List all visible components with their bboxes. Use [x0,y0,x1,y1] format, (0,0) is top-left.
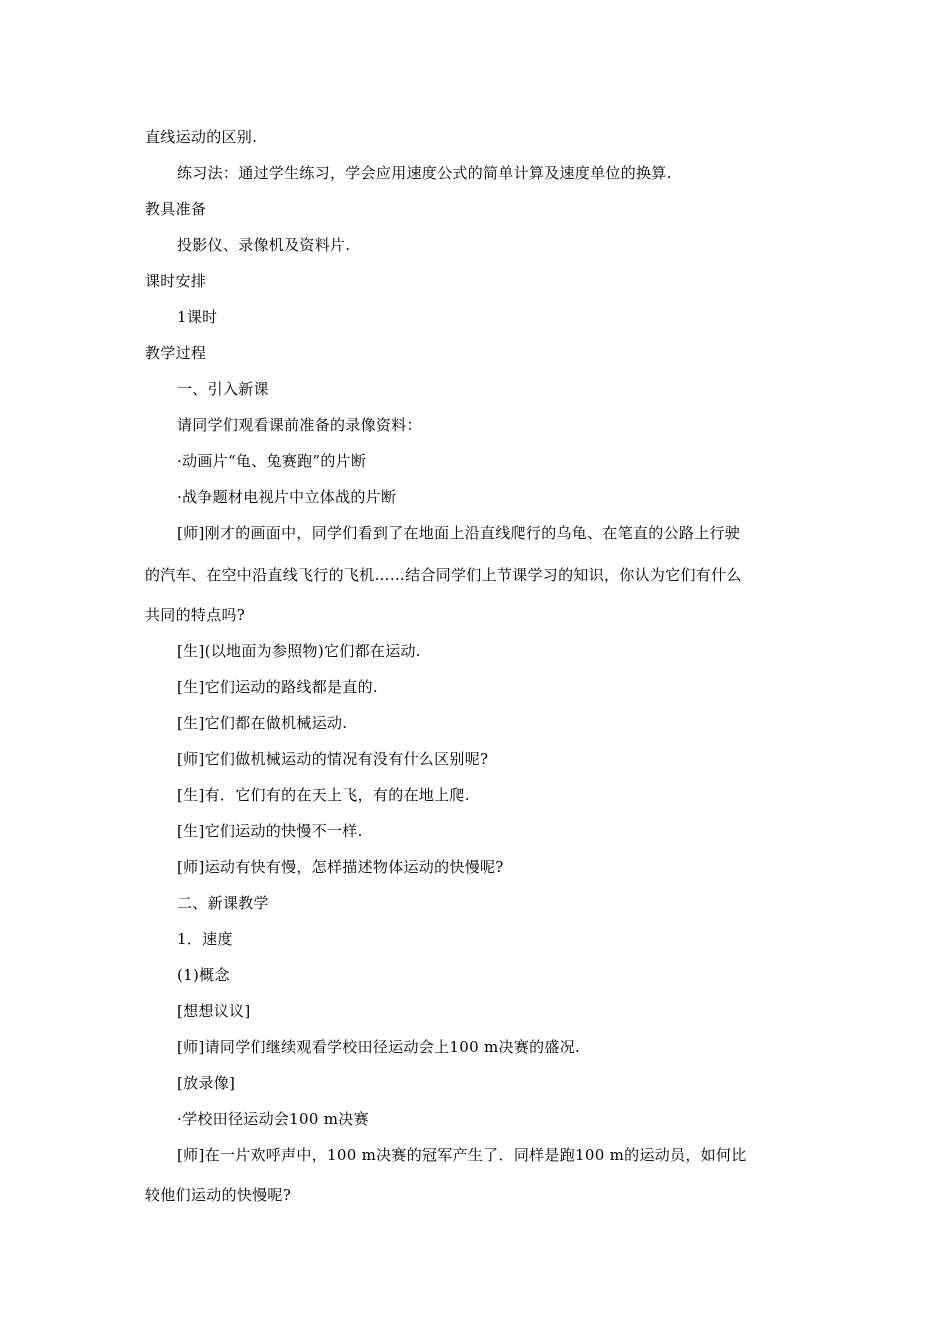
section-heading: 课时安排 [145,272,207,290]
text-line: [生](以地面为参照物)它们都在运动. [177,642,421,660]
text-line: (1)概念 [177,966,230,984]
text-line: [师]刚才的画面中，同学们看到了在地面上沿直线爬行的乌龟、在笔直的公路上行驶 [177,524,741,542]
text-line: [生]有．它们有的在天上飞，有的在地上爬. [177,786,470,804]
section-heading: 教具准备 [145,200,207,218]
text-line: [师]在一片欢呼声中，100 m决赛的冠军产生了．同样是跑100 m的运动员，如何比 [177,1146,747,1164]
text-line: 1．速度 [177,930,233,948]
subsection-heading: 一、引入新课 [177,380,269,398]
section-heading: 教学过程 [145,344,207,362]
text-line: [生]它们都在做机械运动. [177,714,348,732]
text-line: [生]它们运动的路线都是直的. [177,678,378,696]
bullet-item: ·动画片“龟、兔赛跑”的片断 [177,452,367,470]
subsection-heading: 二、新课教学 [177,894,269,912]
bullet-item: ·学校田径运动会100 m决赛 [177,1110,369,1128]
text-line: [生]它们运动的快慢不一样. [177,822,363,840]
text-line: 请同学们观看课前准备的录像资料： [177,416,422,434]
text-line: 练习法：通过学生练习，学会应用速度公式的简单计算及速度单位的换算. [177,164,672,182]
text-line: 的汽车、在空中沿直线飞行的飞机……结合同学们上节课学习的知识，你认为它们有什么 [145,566,742,584]
text-line: [放录像] [177,1074,236,1092]
text-line: [师]请同学们继续观看学校田径运动会上100 m决赛的盛况. [177,1038,581,1056]
text-line: 较他们运动的快慢呢? [145,1186,292,1204]
text-line: 投影仪、录像机及资料片. [177,236,351,254]
text-line: [想想议议] [177,1002,251,1020]
bullet-item: ·战争题材电视片中立体战的片断 [177,488,397,506]
text-line: [师]运动有快有慢，怎样描述物体运动的快慢呢? [177,858,504,876]
text-line: 直线运动的区别. [145,128,258,146]
text-line: 1课时 [177,308,218,326]
text-line: 共同的特点吗? [145,606,246,624]
text-line: [师]它们做机械运动的情况有没有什么区别呢? [177,750,489,768]
